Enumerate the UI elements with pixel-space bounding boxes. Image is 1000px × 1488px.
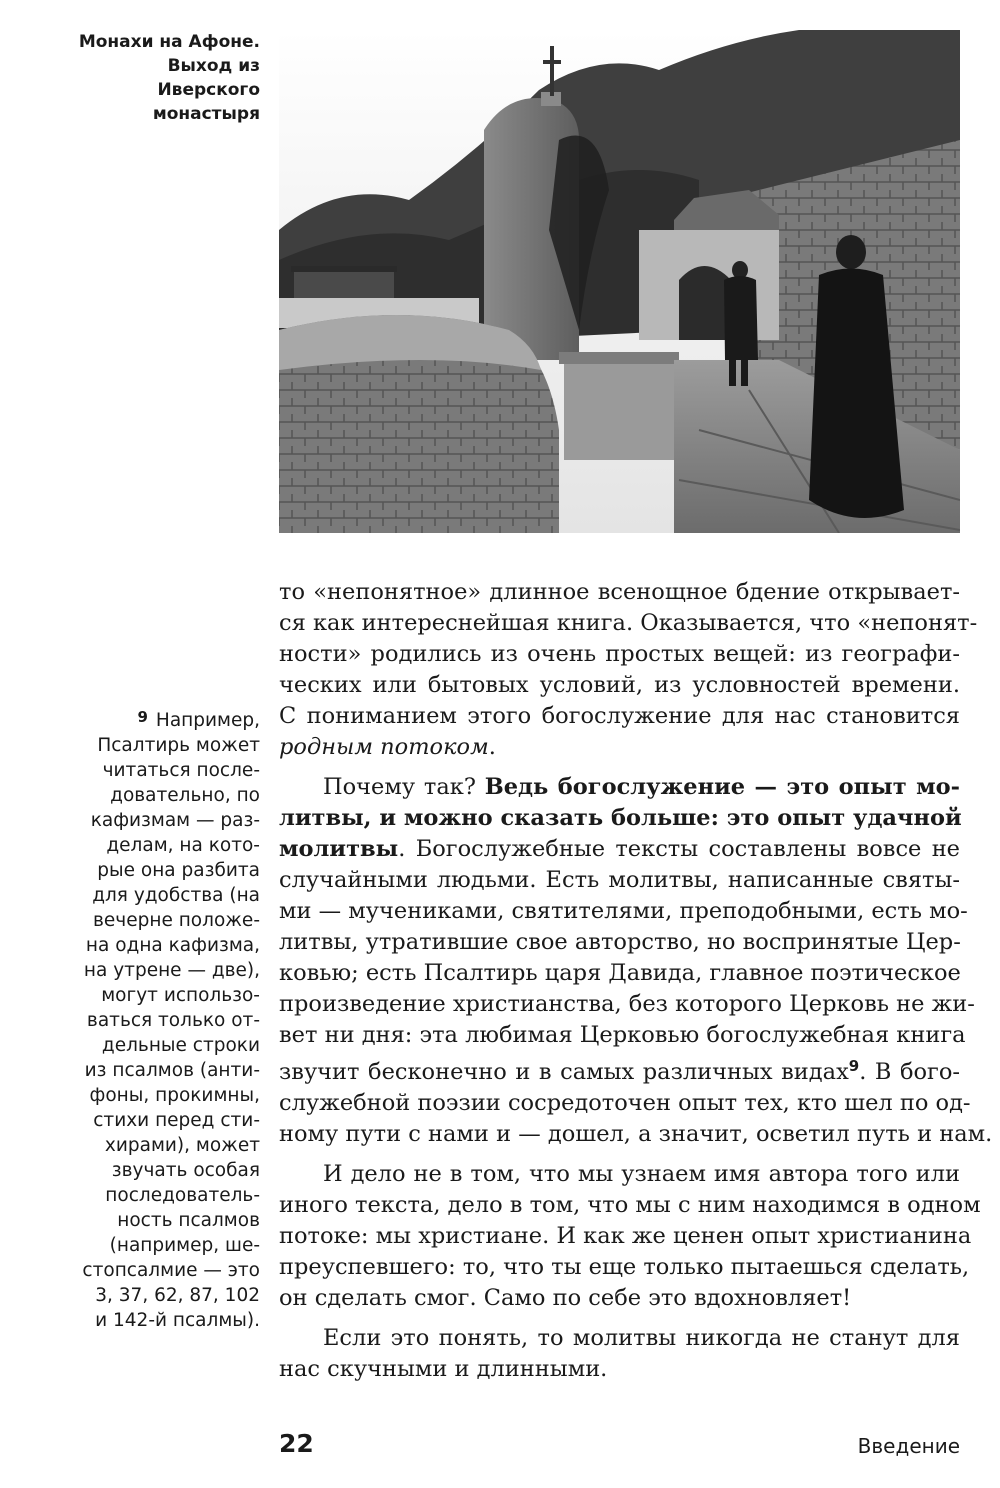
bold-phrase: Ведь богослужение — это опыт мо- [484, 774, 961, 800]
footnote-line: $^9$ Например, [137, 708, 260, 731]
paragraph-4 [279, 1323, 960, 1385]
running-footer-section: Введение [857, 1434, 960, 1458]
footnote-line: стопсалмие — это [82, 1260, 260, 1281]
page-number: 22 [279, 1429, 314, 1458]
main-text [279, 577, 993, 1385]
footnote-line: и 142-й псалмы). [95, 1310, 260, 1331]
text-line: ности» родились из очень простых вещей: из географи- [279, 641, 960, 667]
footnote-line: (например, ше- [109, 1235, 260, 1256]
text-line: случайными людьми. Есть молитвы, написанные святы- [279, 867, 960, 893]
text-line: ческих или бытовых условий, из условностей времени. [279, 672, 960, 698]
text-line: И дело не в том, что мы узнаем имя автора того или [323, 1161, 960, 1187]
footnote-reference[interactable]: 9 [848, 1057, 860, 1075]
footnote-line: читаться после- [102, 760, 260, 781]
caption-line: Монахи на Афоне. [78, 32, 260, 52]
photo-caption [60, 30, 260, 126]
text-line: ся как интереснейшая книга. Оказывается, что «непонят- [279, 610, 978, 636]
text-line: С пониманием этого богослужение для нас становится [279, 703, 960, 729]
paragraph-3 [279, 1159, 981, 1314]
text-line: родным потоком. [279, 734, 496, 760]
text-line: звучит бесконечно и в самых различных видах$^9$. В бого- [279, 1057, 960, 1085]
footnote-line: дельные строки [101, 1035, 260, 1056]
text-line: то «непонятное» длинное всенощное бдение открывает- [279, 579, 960, 605]
footnote-line: хирами), может [104, 1135, 260, 1156]
footnote-line: делам, на кото- [106, 835, 260, 856]
footnote-line: из псалмов (анти- [84, 1060, 260, 1081]
italic-phrase: родным потоком [279, 734, 489, 760]
footnote-line: могут использо- [101, 985, 260, 1006]
text-line: Почему так? Ведь богослужение — это опыт мо- [323, 774, 961, 800]
text-line: служебной поэзии сосредоточен опыт тех, кто шел по од- [279, 1090, 971, 1116]
footnote-line: звучать особая [111, 1160, 260, 1181]
bold-phrase: литвы, и можно сказать больше: это опыт удачной [279, 805, 962, 831]
footnote-line: последователь- [105, 1185, 260, 1206]
text-line: нас скучными и длинными. [279, 1356, 608, 1382]
text-line: иного текста, дело в том, что мы с ним находимся в одном [279, 1192, 981, 1218]
footnote-line: фоны, прокимны, [89, 1085, 260, 1106]
text-line: литвы, утратившие свое авторство, но воспринятые Цер- [279, 929, 961, 955]
footnote-line: на утрене — две), [83, 960, 260, 981]
caption-line: монастыря [152, 104, 260, 124]
text-line: молитвы. Богослужебные тексты составлены вовсе не [279, 836, 960, 862]
paragraph-2 [279, 772, 993, 1150]
text-line: он сделать смог. Само по себе это вдохновляет! [279, 1285, 852, 1311]
caption-line: Выход из Иверского [157, 56, 260, 100]
paragraph-1 [279, 577, 978, 763]
bold-phrase: молитвы [279, 836, 399, 862]
footnote-line: ваться только от- [86, 1010, 260, 1031]
footnote-line: Псалтирь может [97, 735, 260, 756]
text-line: вет ни дня: эта любимая Церковью богослужебная книга [279, 1022, 966, 1048]
text-line: ковью; есть Псалтирь царя Давида, главное поэтическое [279, 960, 961, 986]
footnote-line: ность псалмов [117, 1210, 260, 1231]
footnote-line: для удобства (на [92, 885, 260, 906]
text-line: произведение христианства, без которого Церковь не жи- [279, 991, 975, 1017]
footnote-line: 3, 37, 62, 87, 102 [95, 1285, 260, 1306]
footnote-line: довательно, по [110, 785, 260, 806]
photo-monks-walking-icon [279, 30, 960, 533]
footnote-number: 9 [137, 708, 148, 726]
text-line: ному пути с нами и — дошел, а значит, осветил путь и нам. [279, 1121, 993, 1147]
footnote-line: на одна кафизма, [85, 935, 260, 956]
footnote-line: стихи перед сти- [93, 1110, 260, 1131]
text-line: Если это понять, то молитвы никогда не станут для [323, 1325, 960, 1351]
footnote-line: вечерне положе- [93, 910, 260, 931]
monastery-photo [279, 30, 960, 533]
text-line: потоке: мы христиане. И как же ценен опыт христианина [279, 1223, 972, 1249]
footnote-line: кафизмам — раз- [90, 810, 260, 831]
footnote-line: рые она разбита [97, 860, 260, 881]
margin-footnote [60, 705, 260, 1333]
text-line: преуспевшего: то, что ты еще только пытаешься сделать, [279, 1254, 970, 1280]
text-line: ми — мучениками, святителями, преподобными, есть мо- [279, 898, 968, 924]
text-line [279, 803, 960, 834]
